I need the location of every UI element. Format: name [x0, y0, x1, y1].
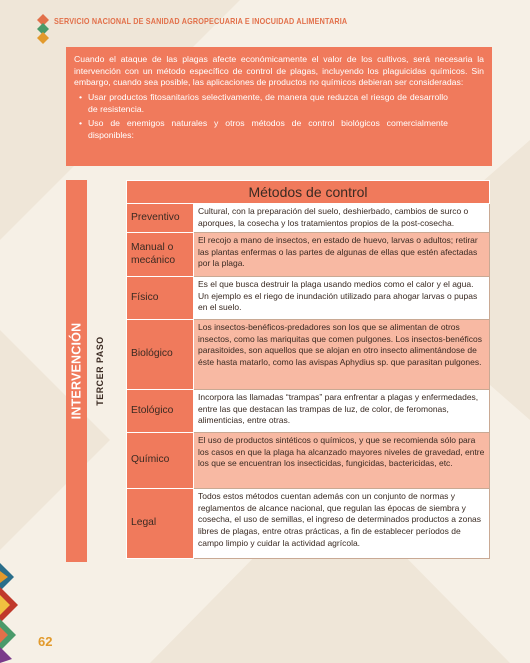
page-header — [38, 12, 520, 30]
table-row — [127, 204, 490, 233]
table-row — [127, 277, 490, 320]
table-row — [127, 233, 490, 277]
method-description: Cultural, con la preparación del suelo, deshierbado, cambios de surco o aporques, la cosecha y los tratamientos propios de la post-cosecha. — [194, 204, 490, 233]
table-row — [127, 320, 490, 390]
method-name: Manual o mecánico — [127, 233, 194, 277]
table-title-row — [127, 181, 490, 204]
method-name: Físico — [127, 277, 194, 320]
step-label: TERCER PASO — [95, 336, 105, 406]
method-description: El uso de productos sintéticos o químicos, y que se recomienda sólo para los casos en que la plaga ha alcanzado mayores niveles de gravedad, entre los que se encuentran los insecticidas, fungicidas, bactericidas, etc. — [194, 433, 490, 489]
step-label-wrap — [88, 180, 112, 562]
method-name: Biológico — [127, 320, 194, 390]
method-description: Es el que busca destruir la plaga usando medios como el calor y el agua. Un ejemplo es el riego de inundación utilizado para ahogar larvas o pupas en el suelo. — [194, 277, 490, 320]
intro-bullet-list — [74, 92, 484, 142]
section-label: INTERVENCIÓN — [69, 322, 84, 420]
method-name: Químico — [127, 433, 194, 489]
table-row — [127, 390, 490, 433]
page-number: 62 — [38, 634, 53, 649]
intro-bullet: • Usar productos fitosanitarios selectivamente, de manera que reduzca el riesgo de desarrollo de resistencia. — [74, 92, 484, 115]
table-row — [127, 433, 490, 489]
method-description: Los insectos-benéficos-predadores son los que se alimentan de otros insectos, como las mariquitas que comen pulgones. Los insectos-benéficos parasitoides, son aquellos que se alojan en otro insecto alimentándose de éste hasta matarlo, como las avispas Aphydius sp. que parasitan pulgones. — [194, 320, 490, 390]
section-label-wrap — [66, 180, 87, 562]
method-name: Etológico — [127, 390, 194, 433]
table-title: Métodos de control — [127, 181, 490, 204]
table-row — [127, 489, 490, 559]
corner-pattern-icon — [0, 563, 30, 663]
methods-table — [126, 180, 490, 559]
method-description: Todos estos métodos cuentan además con un conjunto de normas y reglamentos de alcance nacional, que regulan las épocas de siembra y cosecha, el uso de semillas, el ingreso de determinados productos a zonas libres de plagas, entre otras prácticas, a fin de establecer períodos de campo limpio y cuidar la actividad agrícola. — [194, 489, 490, 559]
method-name: Preventivo — [127, 204, 194, 233]
method-description: Incorpora las llamadas “trampas” para enfrentar a plagas y enfermedades, entre las que destacan las trampas de luz, de color, de feromonas, alimenticias, entre otras. — [194, 390, 490, 433]
intro-box — [66, 47, 492, 166]
header-title: SERVICIO NACIONAL DE SANIDAD AGROPECUARIA E INOCUIDAD ALIMENTARIA — [54, 16, 348, 26]
intro-bullet: • Uso de enemigos naturales y otros métodos de control biológicos comercialmente disponibles: — [74, 118, 484, 141]
method-description: El recojo a mano de insectos, en estado de huevo, larvas o adultos; retirar las plantas enfermas o las partes de algunas de ellas que estén afectadas por la plaga. — [194, 233, 490, 277]
method-name: Legal — [127, 489, 194, 559]
intro-paragraph: Cuando el ataque de las plagas afecte económicamente el valor de los cultivos, será necesaria la intervención con un método específico de control de plagas, incluyendo los plaguicidas químicos. Sin embargo, cuando sea posible, las aplicaciones de productos no químicos debieran ser consideradas: — [74, 54, 484, 88]
